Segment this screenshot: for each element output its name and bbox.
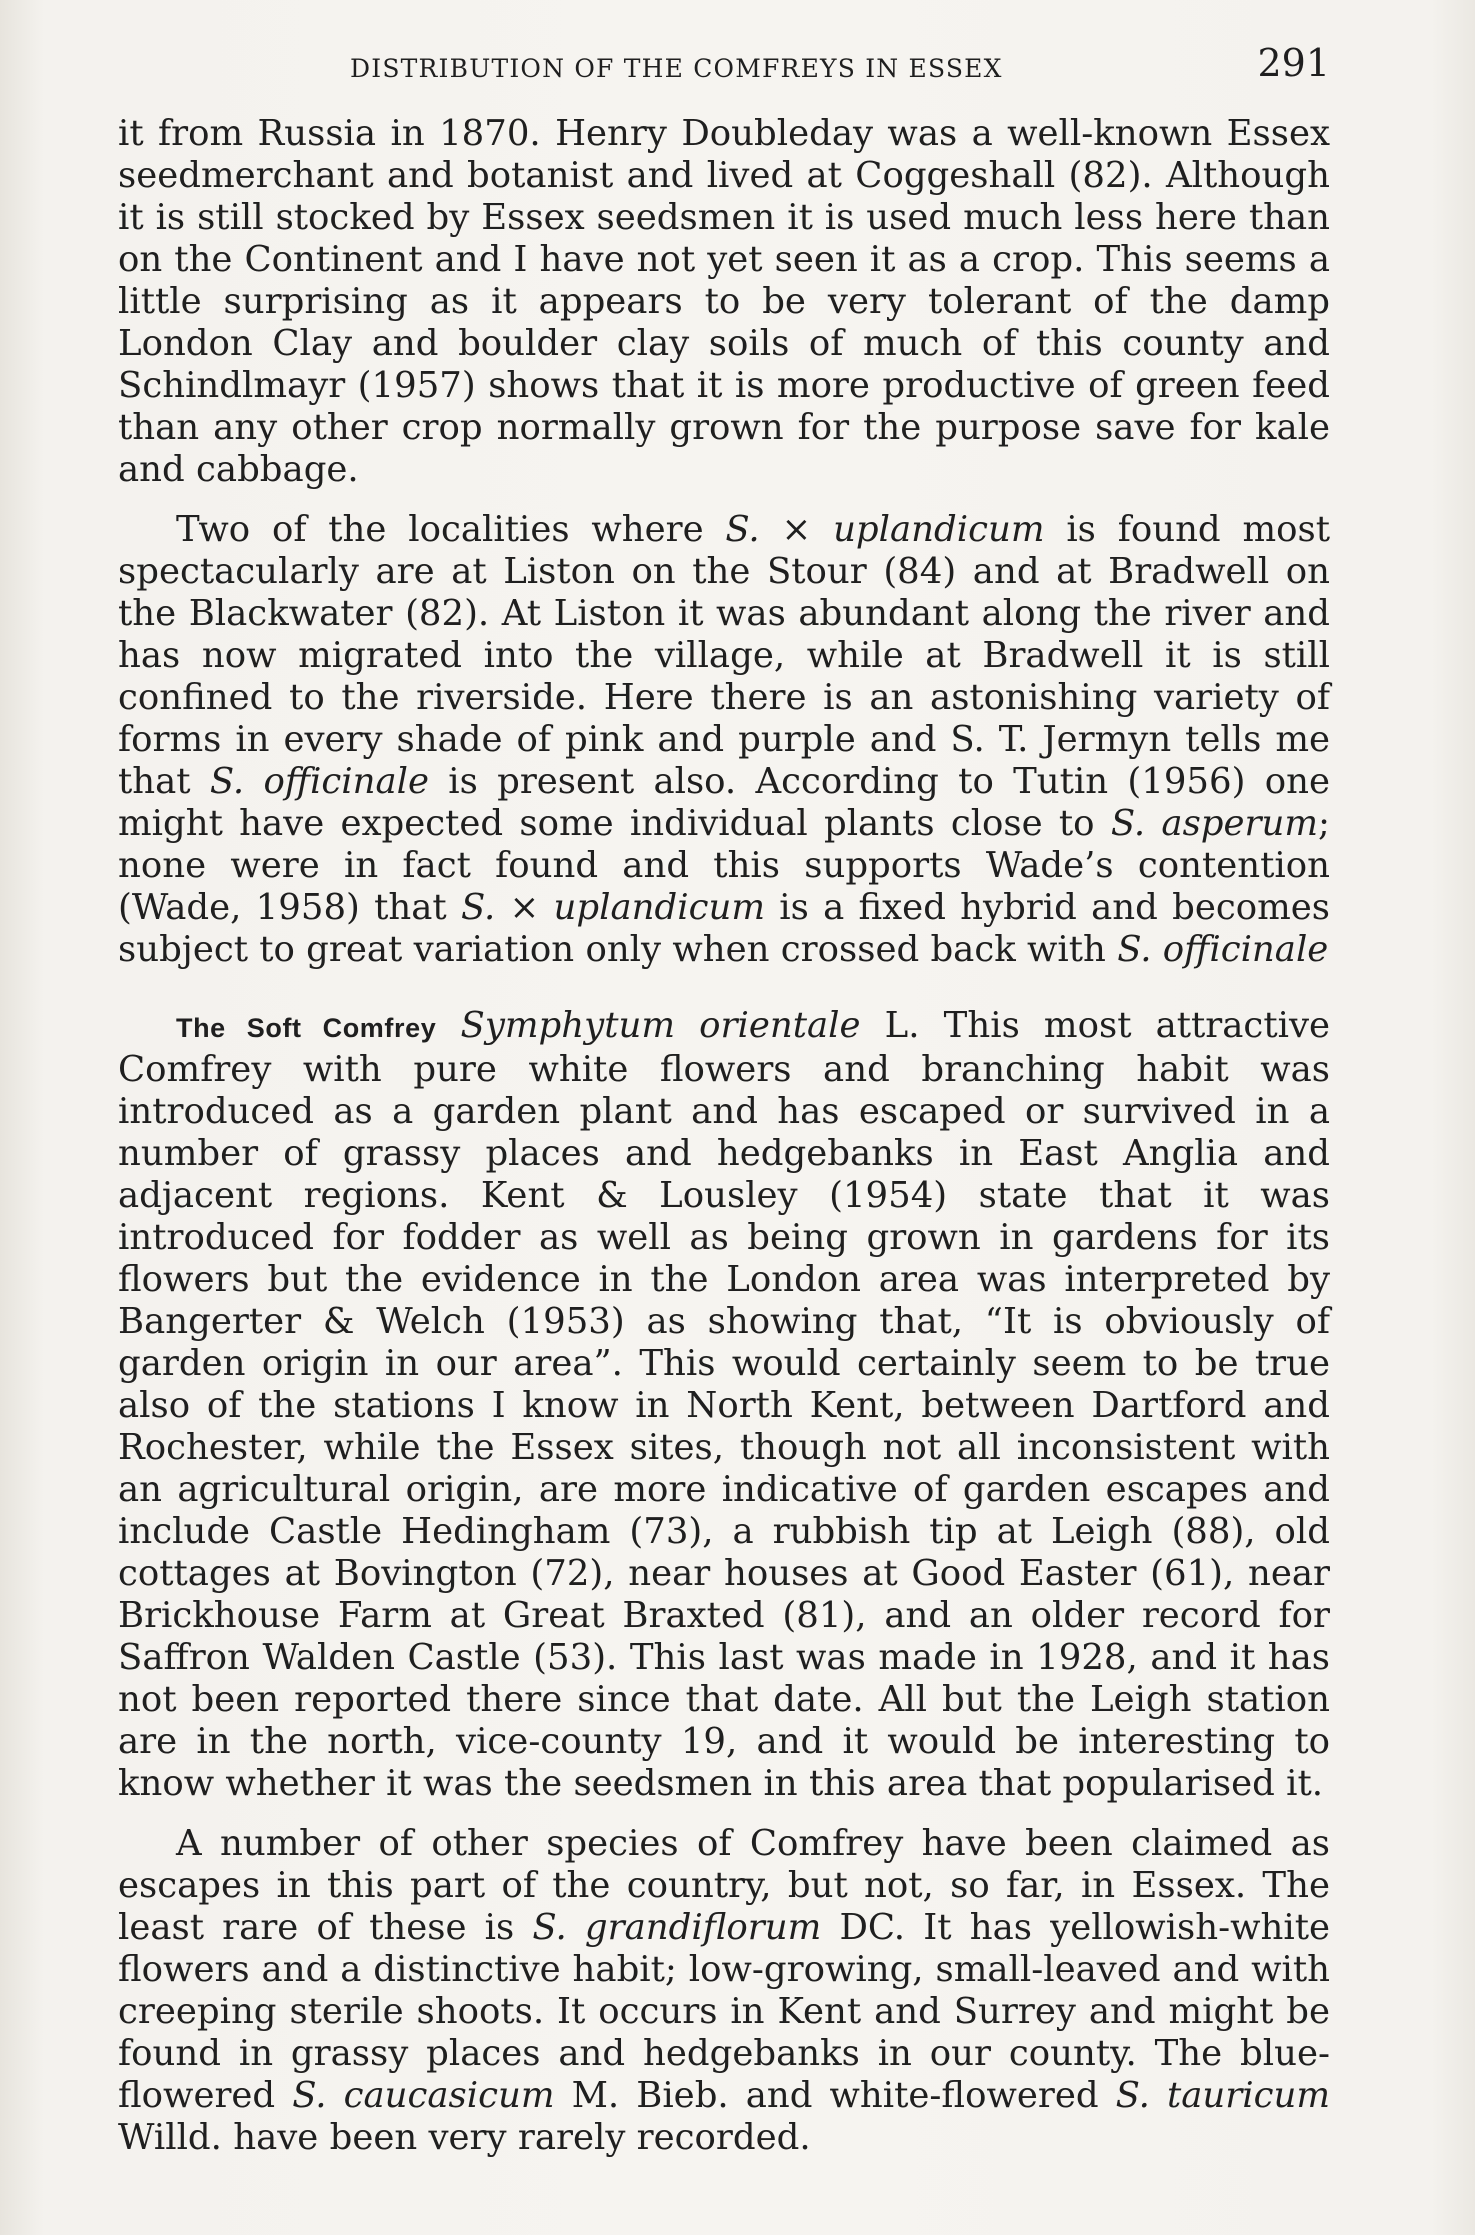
paragraph-2-text-3: is present also. According to Tutin (1956) one might have expected some individual plants close to xyxy=(118,761,1330,844)
running-head-title: DISTRIBUTION OF THE COMFREYS IN ESSEX xyxy=(350,54,1003,83)
species-name: S. officinale xyxy=(209,761,429,802)
paragraph-2-text-4: ; none were in fact found and this supports Wade’s contention (Wade, 1958) that xyxy=(118,803,1330,928)
paragraph-1 xyxy=(118,113,1330,491)
paragraph-2-text-2: is found most spectacularly are at Liston on the Stour (84) and at Bradwell on the Blackwater (82). At Liston it was abundant along the river and has now migrated into the village, while at Bradwell it is still confined to the riverside. Here there is an astonishing variety of forms in every shade of pink and purple and S. T. Jermyn tells me that xyxy=(118,509,1330,802)
hybrid-sign: × xyxy=(759,509,834,550)
paragraph-2-text-5: is a fixed hybrid and becomes subject to great variation only when crossed back with xyxy=(118,887,1330,970)
paragraph-3-text: L. This most attractive Comfrey with pure white flowers and branching habit was introduced as a garden plant and has escaped or survived in a number of grassy places and hedgebanks in East Anglia and adjacent regions. Kent & Lousley (1954) state that it was introduced for fodder as well as being grown in gardens for its flowers but the evidence in the London area was interpreted by Bangerter & Welch (1953) as showing that, “It is obviously of garden origin in our area”. This would certainly seem to be true also of the stations I know in North Kent, between Dartford and Rochester, while the Essex sites, though not all inconsistent with an agricultural origin, are more indicative of garden escapes and include Castle Hedingham (73), a rubbish tip at Leigh (88), old cottages at Bovington (72), near houses at Good Easter (61), near Brickhouse Farm at Great Braxted (81), and an older record for Saffron Walden Castle (53). This last was made in 1928, and it has not been reported there since that date. All but the Leigh station are in the north, vice-county 19, and it would be interesting to know whether it was the seedsmen in this area that popularised it. xyxy=(118,1005,1331,1804)
section-heading: The Soft Comfrey xyxy=(176,1013,437,1043)
species-name: uplandicum xyxy=(833,509,1045,550)
paragraph-4-text-4: Willd. have been very rarely recorded. xyxy=(118,2117,811,2158)
paragraph-4-text-2: DC. It has yellowish-white flowers and a distinctive habit; low-growing, small-leaved and with creeping sterile shoots. It occurs in Kent and Surrey and might be found in grassy places and hedgebanks in our county. The blue-flowered xyxy=(118,1907,1330,2116)
species-name: S. xyxy=(460,887,496,928)
hybrid-sign: × xyxy=(495,887,554,928)
species-name: S. asperum xyxy=(1110,803,1319,844)
paragraph-4 xyxy=(118,1823,1330,2159)
running-head xyxy=(118,41,1330,94)
paragraph-4-text-1: A number of other species of Comfrey have been claimed as escapes in this part of the country, but not, so far, in Essex. The least rare of these is xyxy=(118,1823,1330,1948)
paragraph-2 xyxy=(118,509,1330,971)
page-number: 291 xyxy=(1257,41,1330,85)
paragraph-4-text-3: M. Bieb. and white-flowered xyxy=(554,2075,1116,2116)
species-name: uplandicum xyxy=(553,887,765,928)
body-text xyxy=(118,113,1330,2177)
species-name: Symphytum orientale xyxy=(460,1005,861,1046)
species-name: S. tauricum xyxy=(1115,2075,1331,2116)
species-name: S. officinale xyxy=(1117,929,1329,970)
species-name: S. grandiflorum xyxy=(532,1907,822,1948)
paragraph-3 xyxy=(118,1005,1330,1805)
paragraph-2-text-1: Two of the localities where xyxy=(176,509,726,550)
species-name: S. xyxy=(725,509,760,550)
species-name: S. caucasicum xyxy=(292,2075,555,2116)
paragraph-1-text: it from Russia in 1870. Henry Doubleday was a well-known Essex seedmerchant and botanist and lived at Coggeshall (82). Although it is still stocked by Essex seedsmen it is used much less here than on the Continent and I have not yet seen it as a crop. This seems a little surprising as it appears to be very tolerant of the damp London Clay and boulder clay soils of much of this county and Schindlmayr (1957) shows that it is more productive of green feed than any other crop normally grown for the purpose save for kale and cabbage. xyxy=(118,113,1330,490)
